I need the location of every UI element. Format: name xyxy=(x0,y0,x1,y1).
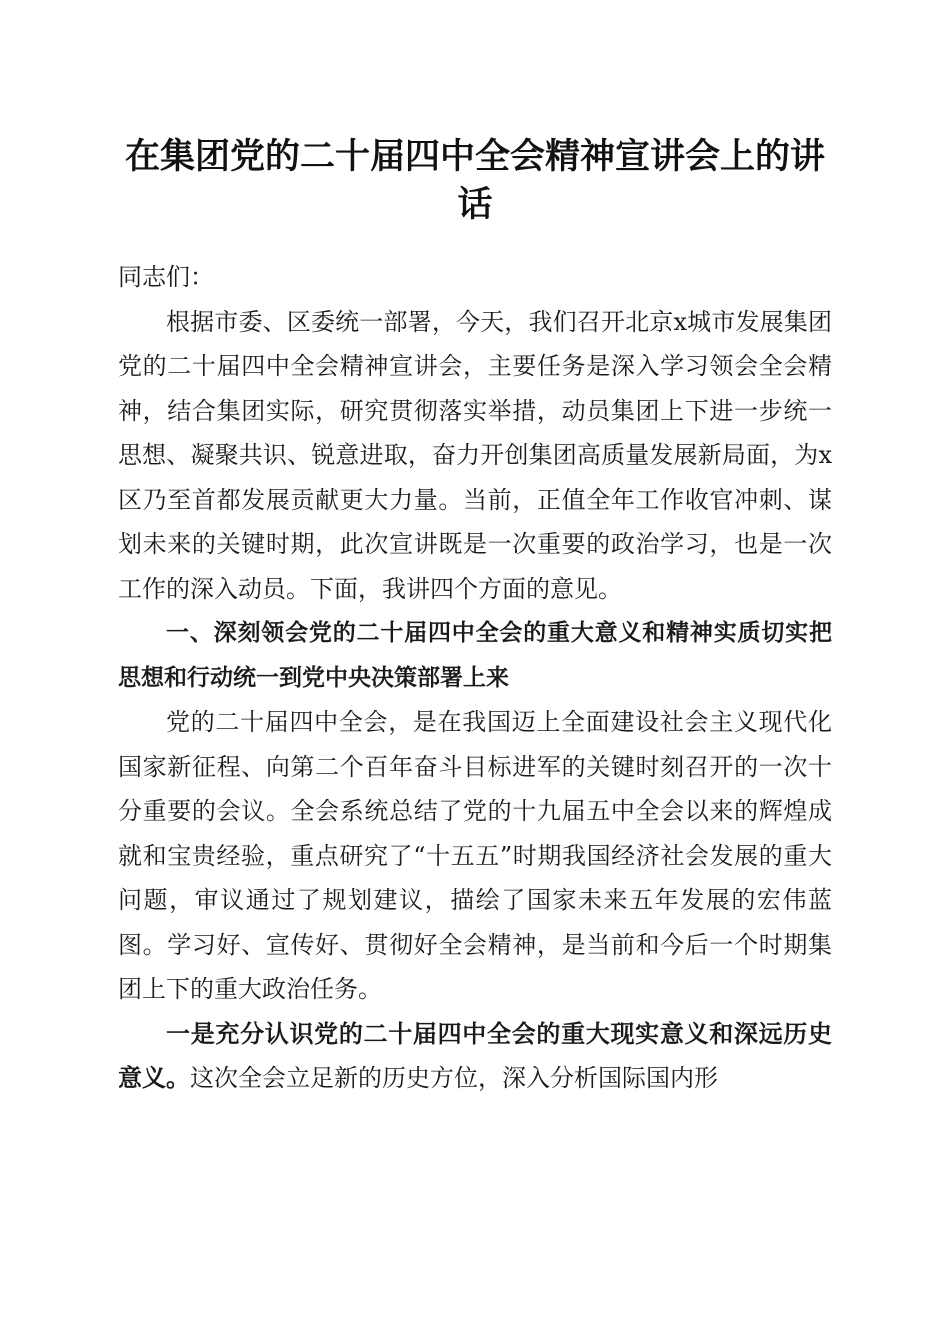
intro-paragraph: 根据市委、区委统一部署，今天，我们召开北京x城市发展集团党的二十届四中全会精神宣讲会，主要任务是深入学习领会全会精神，结合集团实际，研究贯彻落实举措，动员集团上下进一步统一思想、凝聚共识、锐意进取，奋力开创集团高质量发展新局面，为x区乃至首都发展贡献更大力量。当前，正值全年工作收官冲刺、谋划未来的关键时期，此次宣讲既是一次重要的政治学习，也是一次工作的深入动员。下面，我讲四个方面的意见。 xyxy=(118,307,832,603)
section-1-heading: 一、深刻领会党的二十届四中全会的重大意义和精神实质切实把思想和行动统一到党中央决策部署上来 xyxy=(118,620,832,691)
document-title: 在集团党的二十届四中全会精神宣讲会上的讲话 xyxy=(124,136,825,225)
salutation: 同志们： xyxy=(118,263,214,291)
point-1-paragraph xyxy=(118,1012,832,1101)
point-1-body: 这次全会立足新的历史方位，深入分析国际国内形 xyxy=(190,1064,718,1092)
document-body xyxy=(118,255,832,1101)
point-1-lead: 一是充分认识党的二十届四中全会的重大现实意义和深远历史意义。 xyxy=(118,1018,832,1092)
section-1-paragraph: 党的二十届四中全会，是在我国迈上全面建设社会主义现代化国家新征程、向第二个百年奋斗目标进军的关键时刻召开的一次十分重要的会议。全会系统总结了党的十九届五中全会以来的辉煌成就和宝贵经验，重点研究了“十五五”时期我国经济社会发展的重大问题，审议通过了规划建议，描绘了国家未来五年发展的宏伟蓝图。学习好、宣传好、贯彻好全会精神，是当前和今后一个时期集团上下的重大政治任务。 xyxy=(118,708,832,1003)
